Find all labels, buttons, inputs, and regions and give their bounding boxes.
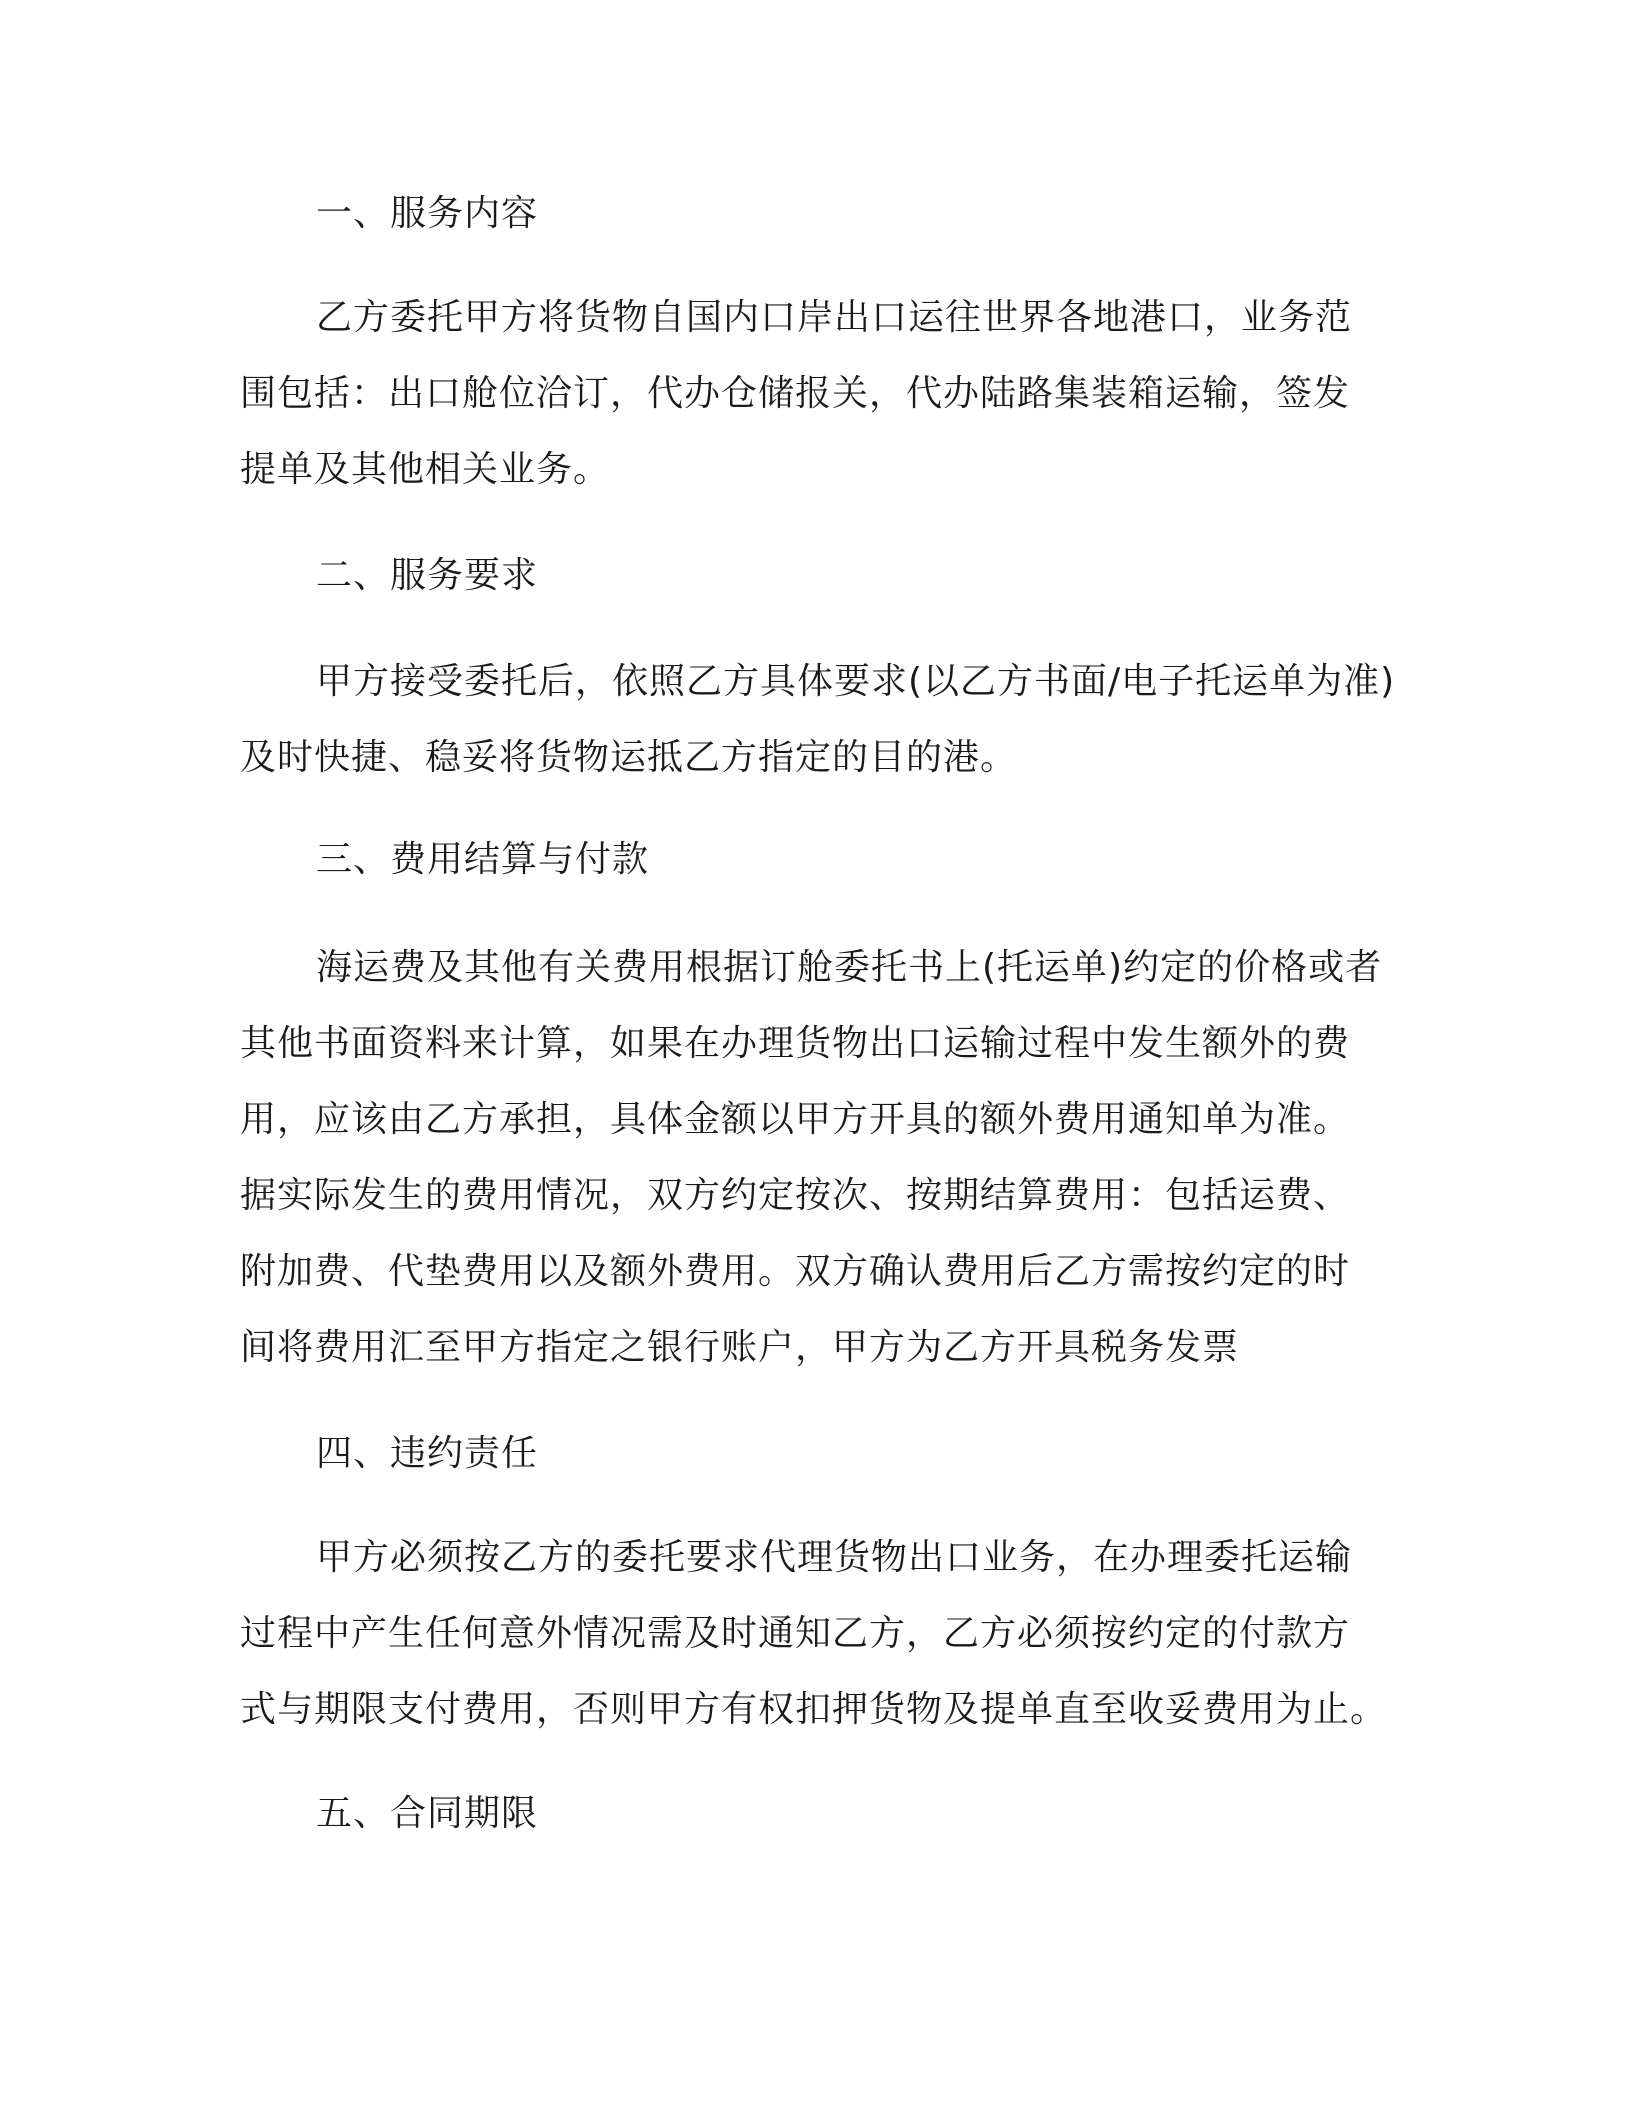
section-heading-service-content: 一、服务内容 [316,193,539,234]
section-paragraph-fees-payment [240,930,1400,1386]
contract-body [240,190,1400,1838]
section-heading-breach-liability: 四、违约责任 [316,1433,539,1474]
section-heading-service-requirements: 二、服务要求 [316,555,539,596]
paragraph-line: 甲方接受委托后，依照乙方具体要求(以乙方书面/电子托运单为准) [316,661,1396,702]
paragraph-line: 式与期限支付费用，否则甲方有权扣押货物及提单直至收妥费用为止。 [240,1689,1388,1730]
section-heading-fees-payment: 三、费用结算与付款 [316,839,650,880]
paragraph-line: 其他书面资料来计算，如果在办理货物出口运输过程中发生额外的费 [240,1023,1351,1064]
paragraph-line: 及时快捷、稳妥将货物运抵乙方指定的目的港。 [240,737,1018,778]
paragraph-line: 海运费及其他有关费用根据订舱委托书上(托运单)约定的价格或者 [316,947,1383,988]
section-paragraph-breach-liability [240,1520,1400,1748]
paragraph-line: 间将费用汇至甲方指定之银行账户，甲方为乙方开具税务发票 [240,1327,1240,1368]
paragraph-line: 用，应该由乙方承担，具体金额以甲方开具的额外费用通知单为准。 [240,1099,1351,1140]
paragraph-line: 乙方委托甲方将货物自国内口岸出口运往世界各地港口，业务范 [316,297,1353,338]
paragraph-line: 据实际发生的费用情况，双方约定按次、按期结算费用：包括运费、 [240,1175,1351,1216]
paragraph-line: 甲方必须按乙方的委托要求代理货物出口业务，在办理委托运输 [316,1537,1353,1578]
paragraph-line: 附加费、代垫费用以及额外费用。双方确认费用后乙方需按约定的时 [240,1251,1351,1292]
section-paragraph-service-content [240,280,1400,508]
paragraph-line: 提单及其他相关业务。 [240,449,611,490]
paragraph-line: 过程中产生任何意外情况需及时通知乙方，乙方必须按约定的付款方 [240,1613,1351,1654]
section-paragraph-service-requirements [240,644,1400,796]
section-heading-contract-term: 五、合同期限 [316,1793,539,1834]
paragraph-line: 围包括：出口舱位洽订，代办仓储报关，代办陆路集装箱运输，签发 [240,373,1351,414]
